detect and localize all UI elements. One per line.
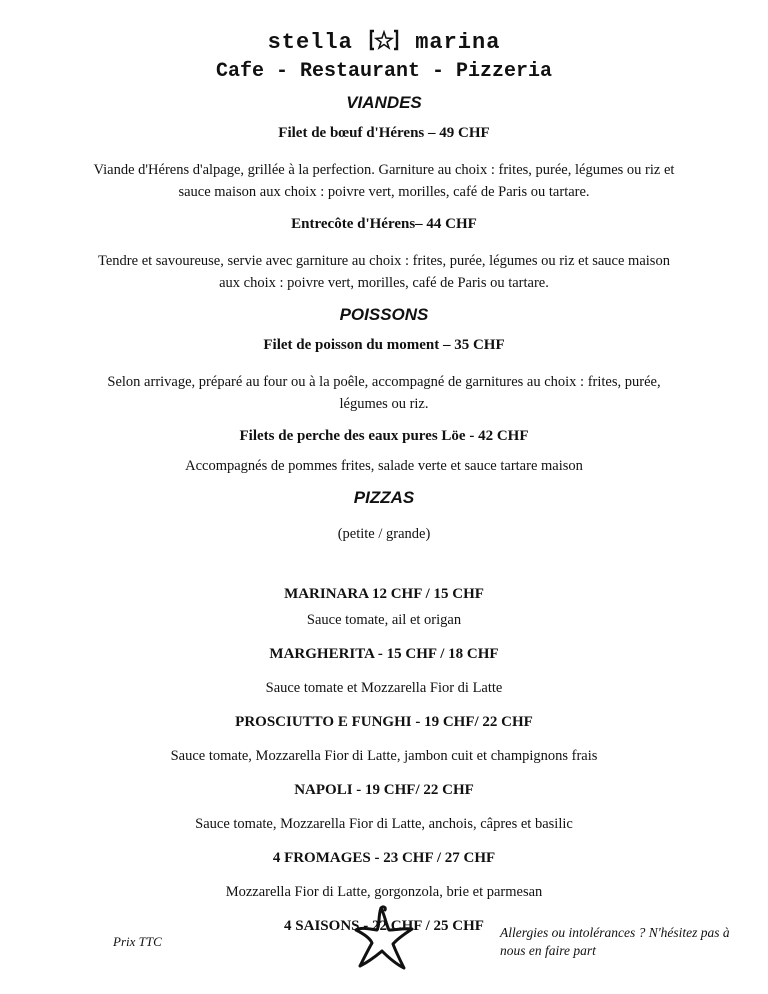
brand-name-right: marina [415, 30, 501, 55]
pizza-description: Sauce tomate et Mozzarella Fior di Latte [265, 680, 503, 696]
starfish-icon [350, 902, 416, 972]
dish-title: Filet de poisson du moment – 35 CHF [263, 337, 505, 353]
pizza-description: Mozzarella Fior di Latte, gorgonzola, brie et parmesan [225, 884, 543, 900]
dish-title: Entrecôte d'Hérens– 44 CHF [291, 216, 477, 232]
dish-description: Selon arrivage, préparé au four ou à la poêle, accompagné de garnitures au choix : frites, purée, légumes ou riz. [107, 374, 661, 412]
allergy-note: Allergies ou intolérances ? N'hésitez pas à nous en faire part [500, 925, 730, 958]
dish-title: Filets de perche des eaux pures Löe - 42 CHF [239, 428, 529, 444]
pizza-sizes-note: (petite / grande) [337, 526, 431, 542]
dish-description: Tendre et savoureuse, servie avec garniture au choix : frites, purée, légumes ou riz et sauce maison aux choix : poivre vert, morilles, café de Paris ou tartare. [98, 253, 670, 291]
brand-logo [0, 28, 768, 58]
section-title-pizzas: PIZZAS [353, 488, 415, 507]
pizza-title: 4 SAISONS - 22 CHF / 25 CHF [284, 918, 484, 934]
pizza-title: PROSCIUTTO E FUNGHI - 19 CHF/ 22 CHF [235, 714, 533, 730]
tagline: Cafe - Restaurant - Pizzeria [215, 60, 553, 83]
pizza-description: Sauce tomate, Mozzarella Fior di Latte, jambon cuit et champignons frais [170, 748, 598, 764]
dish-title: Filet de bœuf d'Hérens – 49 CHF [278, 125, 490, 141]
dish-description: Viande d'Hérens d'alpage, grillée à la perfection. Garniture au choix : frites, purée, légumes ou riz et sauce maison aux choix : poivre vert, morilles, café de Paris ou tartare. [93, 162, 675, 200]
dish-description: Accompagnés de pommes frites, salade verte et sauce tartare maison [185, 458, 583, 474]
section-title-poissons: POISSONS [339, 305, 429, 324]
brand-name-left: stella [267, 30, 353, 55]
pizza-title: NAPOLI - 19 CHF/ 22 CHF [294, 782, 474, 798]
pizza-title: MARINARA 12 CHF / 15 CHF [284, 586, 484, 602]
prices-note: Prix TTC [113, 934, 162, 949]
menu-content [90, 90, 678, 937]
pizza-description: Sauce tomate, ail et origan [306, 612, 462, 628]
starfish-bracket-icon [369, 28, 399, 52]
pizza-title: 4 FROMAGES - 23 CHF / 27 CHF [272, 850, 496, 866]
pizza-title: MARGHERITA - 15 CHF / 18 CHF [269, 646, 499, 662]
section-title-viandes: VIANDES [346, 93, 422, 112]
pizza-description: Sauce tomate, Mozzarella Fior di Latte, anchois, câpres et basilic [195, 816, 573, 832]
